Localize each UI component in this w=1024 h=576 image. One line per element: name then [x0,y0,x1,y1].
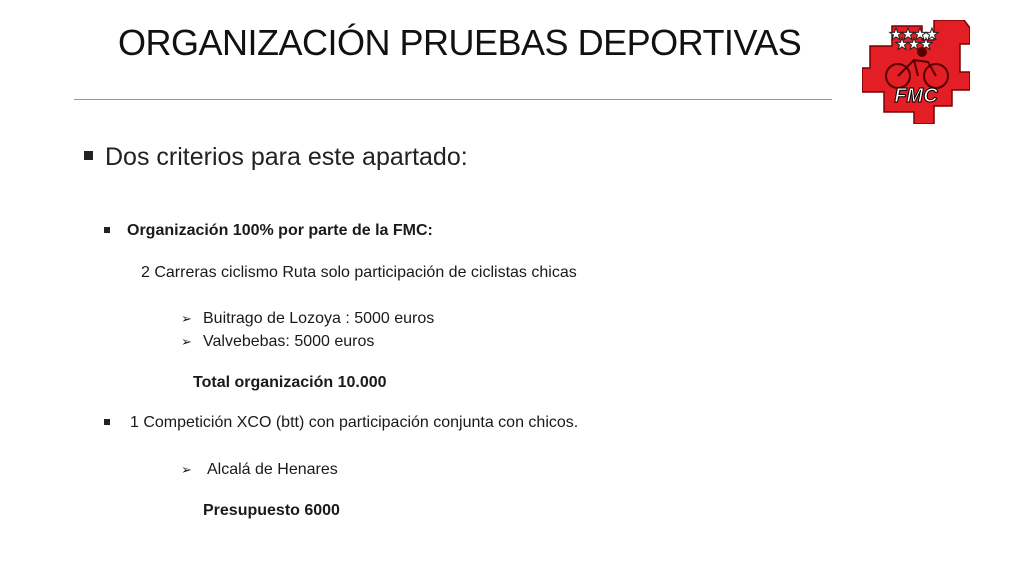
bullet-square-icon [104,419,110,425]
list-item-text: Valvebebas: 5000 euros [203,333,375,350]
section2-budget: Presupuesto 6000 [203,502,340,519]
list-item-text: Buitrago de Lozoya : 5000 euros [203,310,435,327]
section2-heading-text: 1 Competición XCO (btt) con participación conjunta con chicos. [130,414,579,431]
bullet-square-icon [104,227,110,233]
section1-total: Total organización 10.000 [193,374,387,391]
list-item [181,310,434,328]
arrow-bullet-icon: ➢ [181,462,192,477]
logo-text: FMC [894,85,938,107]
arrow-bullet-icon: ➢ [181,334,192,349]
list-item [181,461,338,479]
arrow-bullet-icon: ➢ [181,311,192,326]
section2-heading [104,414,578,432]
section1-heading [104,222,433,240]
section1-description: 2 Carreras ciclismo Ruta solo participación de ciclistas chicas [141,264,577,281]
main-bullet [84,143,468,172]
list-item-text: Alcalá de Henares [207,461,338,478]
title-divider [74,99,832,100]
main-bullet-text: Dos criterios para este apartado: [105,143,468,171]
section1-heading-text: Organización 100% por parte de la FMC: [127,222,433,239]
fmc-logo [862,20,970,124]
slide-title: ORGANIZACIÓN PRUEBAS DEPORTIVAS [118,22,802,63]
list-item [181,333,374,351]
bullet-square-icon [84,151,93,160]
